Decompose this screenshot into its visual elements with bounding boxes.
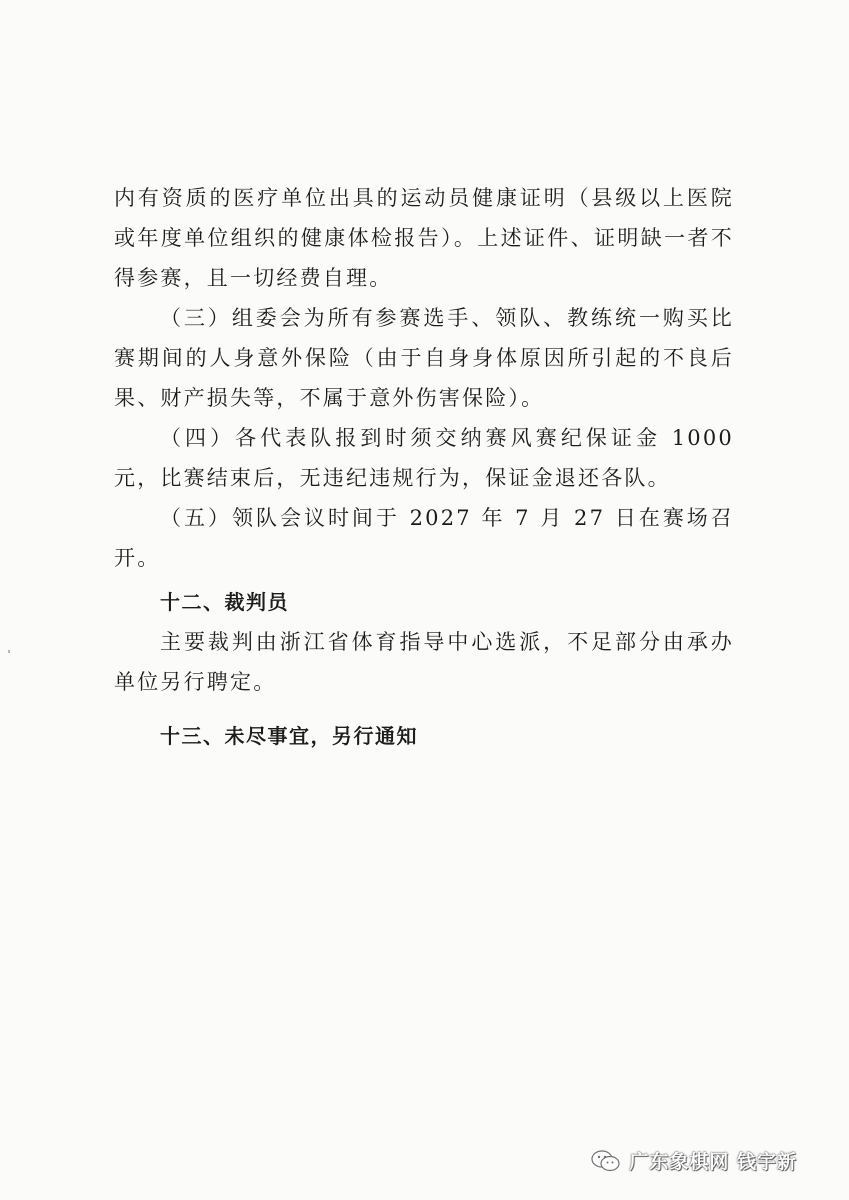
scan-speck [8,650,10,653]
paragraph-deposit: （四）各代表队报到时须交纳赛风赛纪保证金 1000 元，比赛结束后，无违纪违规行为，保证金退还各队。 [114,426,734,490]
paragraph-health-certificate: 内有资质的医疗单位出具的运动员健康证明（县级以上医院或年度单位组织的健康体检报告）。上述证件、证明缺一者不得参赛，且一切经费自理。 [114,186,734,290]
watermark [591,1147,797,1174]
document-body [114,178,734,756]
section-heading-other-matters: 十三、未尽事宜，另行通知 [160,724,418,748]
section-heading-referees: 十二、裁判员 [160,590,289,614]
wechat-icon [591,1149,621,1173]
paragraph-referees: 主要裁判由浙江省体育指导中心选派，不足部分由承办单位另行聘定。 [114,630,734,694]
watermark-text: 广东象棋网 钱宇新 [629,1151,797,1173]
paragraph-insurance: （三）组委会为所有参赛选手、领队、教练统一购买比赛期间的人身意外保险（由于自身身体原因所引起的不良后果、财产损失等，不属于意外伤害保险）。 [114,306,734,410]
paragraph-leaders-meeting: （五）领队会议时间于 2027 年 7 月 27 日在赛场召开。 [114,506,734,570]
